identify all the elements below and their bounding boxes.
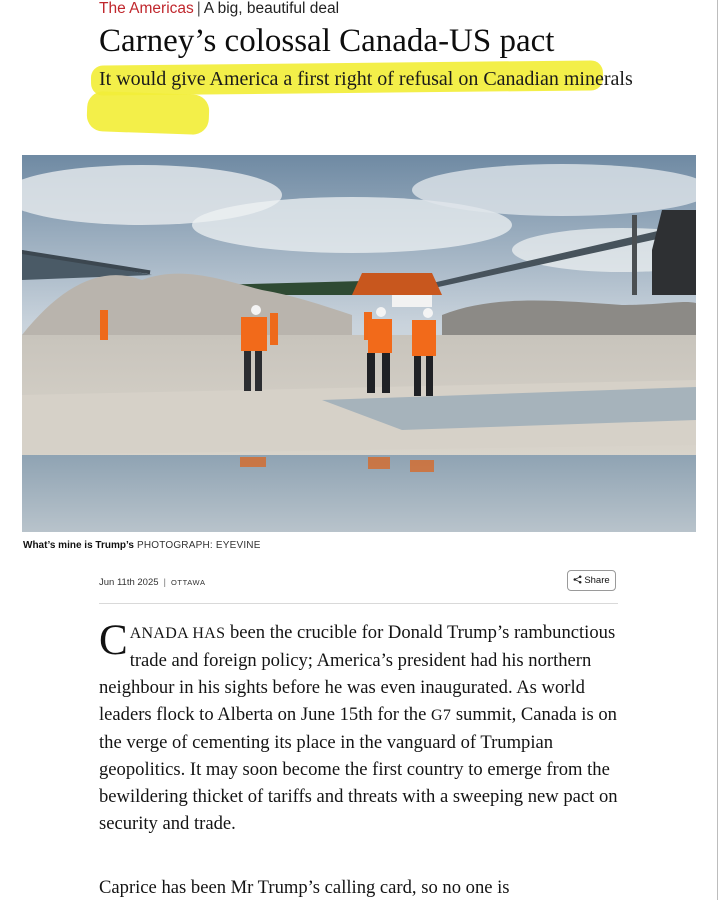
small-caps-lead: ANADA HAS xyxy=(129,625,226,642)
headline: Carney’s colossal Canada-US pact xyxy=(99,23,555,59)
article-meta xyxy=(99,577,206,588)
highlight-mark-line2 xyxy=(86,91,209,135)
paragraph-1-end: summit, Canada is on the verge of cementing its place in the vanguard of Trumpian geopolitics. It may soon become the first country to emerge from the bewildering thicket of tariffs and threats with a sweeping new pact on security and trade. xyxy=(99,704,618,834)
topline xyxy=(99,0,339,18)
photo-credit: PHOTOGRAPH: EYEVINE xyxy=(136,540,261,551)
meta-divider xyxy=(99,603,618,604)
g7-smallcaps: G7 xyxy=(431,707,452,724)
paragraph-1-body: been the crucible for Donald Trump’s rambunctious trade and foreign policy; America’s president had his northern neighbour in his sights before he was even inaugurated. As world leaders flock to Alberta on June 15th for the xyxy=(99,622,616,725)
share-icon xyxy=(573,575,582,587)
photo-caption xyxy=(23,540,261,551)
caption-text: What’s mine is Trump’s xyxy=(23,540,134,551)
paragraph-1 xyxy=(99,619,623,837)
share-button[interactable] xyxy=(567,570,616,591)
section-link[interactable]: The Americas xyxy=(99,0,194,17)
flytitle: A big, beautiful deal xyxy=(203,0,340,17)
share-label: Share xyxy=(584,575,610,586)
publish-date: Jun 11th 2025 xyxy=(99,577,159,588)
rubric: It would give America a first right of refusal on Canadian minerals xyxy=(99,68,633,90)
paragraph-2: Caprice has been Mr Trump’s calling card, so no one is xyxy=(99,877,510,898)
meta-separator: | xyxy=(163,577,166,588)
hero-photo xyxy=(22,155,696,532)
drop-cap: C xyxy=(99,617,128,664)
dateline-location: OTTAWA xyxy=(170,578,206,587)
topline-separator: | xyxy=(196,0,201,17)
page-edge-rule xyxy=(717,0,718,900)
